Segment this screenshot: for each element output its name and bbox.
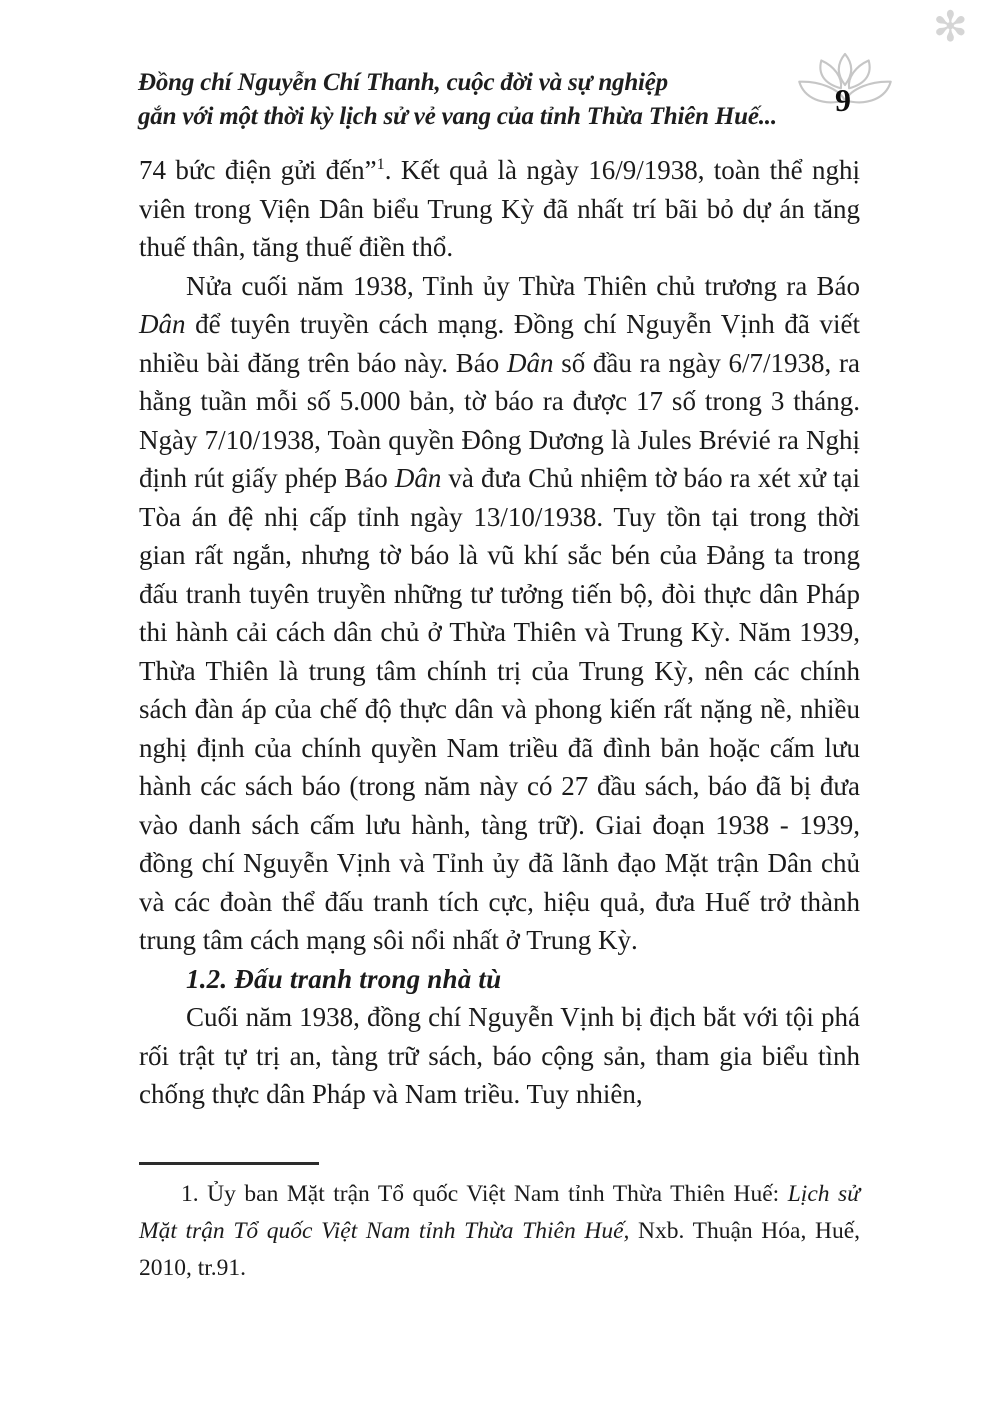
paragraph-1: [139, 151, 860, 267]
newspaper-title: Dân: [506, 347, 554, 378]
paragraph-text: . Kết quả là ngày 16/9/1938, toàn thể nghị viên trong Viện Dân biểu Trung Kỳ đã nhất trí bãi bỏ dự án tăng thuế thân, tăng thuế điền thổ.: [139, 155, 860, 262]
paragraph-text: 74 bức điện gửi đến”: [139, 155, 377, 185]
footnote-text-run: 1. Ủy ban Mặt trận Tổ quốc Việt Nam tỉnh Thừa Thiên Huế:: [181, 1181, 788, 1207]
footnote-area: [139, 1162, 860, 1287]
footnote-separator: [139, 1162, 319, 1165]
paragraph-text: số đầu ra ngày 6/7/1938, ra hằng tuần mỗi số 5.000 bản, tờ báo ra được 17 số trong 3 tháng. Ngày 7/10/1938, Toàn quyền Đông Dương là Jules Brévié ra Nghị định rút giấy phép Báo: [139, 347, 860, 493]
page-body: [139, 151, 860, 1114]
section-heading: 1.2. Đấu tranh trong nhà tù: [186, 963, 502, 994]
paragraph-3: Cuối năm 1938, đồng chí Nguyễn Vịnh bị địch bắt với tội phá rối trật tự trị an, tàng trữ sách, báo cộng sản, tham gia biểu tình chống thực dân Pháp và Nam triều. Tuy nhiên,: [139, 1002, 860, 1109]
footnote: [139, 1176, 860, 1287]
paragraph-text: để tuyên truyền cách mạng. Đồng chí Nguyễn Vịnh đã viết nhiều bài đăng trên báo này. Báo: [139, 309, 860, 378]
asterisk-icon: ✻: [932, 2, 968, 51]
running-header-line1: Đồng chí Nguyễn Chí Thanh, cuộc đời và sự nghiệp: [138, 69, 668, 96]
newspaper-title: Dân: [394, 463, 442, 493]
newspaper-title: Dân: [139, 309, 186, 339]
running-header: [138, 66, 778, 134]
paragraph-text: Nửa cuối năm 1938, Tỉnh ủy Thừa Thiên chủ trương ra Báo: [186, 270, 860, 301]
cited-work-title: Lịch sử Mặt trận Tổ quốc Việt Nam tỉnh Thừa Thiên Huế,: [139, 1181, 860, 1244]
running-header-line2: gắn với một thời kỳ lịch sử vẻ vang của tỉnh Thừa Thiên Huế...: [138, 103, 777, 130]
footnote-text-run: Nxb. Thuận Hóa, Huế, 2010, tr.91.: [139, 1218, 861, 1281]
paragraph-2: [139, 267, 860, 960]
page-number: 9: [835, 82, 851, 118]
paragraph-text: và đưa Chủ nhiệm tờ báo ra xét xử tại Tòa án đệ nhị cấp tỉnh ngày 13/10/1938. Tuy tồn tại trong thời gian rất ngắn, nhưng tờ báo là vũ khí sắc bén của Đảng ta trong đấu tranh tuyên truyền những tư tưởng tiến bộ, đòi thực dân Pháp thi hành cải cách dân chủ ở Thừa Thiên và Trung Kỳ. Năm 1939, Thừa Thiên là trung tâm chính trị của Trung Kỳ, nên các chính sách đàn áp của chế độ thực dân và phong kiến rất nặng nề, nhiều nghị định của chính quyền Nam triều đã đình bản hoặc cấm lưu hành các sách báo (trong năm này có 27 đầu sách, báo đã bị đưa vào danh sách cấm lưu hành, tàng trữ). Giai đoạn 1938 - 1939, đồng chí Nguyễn Vịnh và Tỉnh ủy đã lãnh đạo Mặt trận Dân chủ và các đoàn thể đấu tranh tích cực, hiệu quả, đưa Huế trở thành trung tâm cách mạng sôi nổi nhất ở Trung Kỳ.: [139, 463, 860, 955]
page-number-ornament: [796, 50, 894, 120]
footnote-reference: 1: [376, 155, 385, 173]
